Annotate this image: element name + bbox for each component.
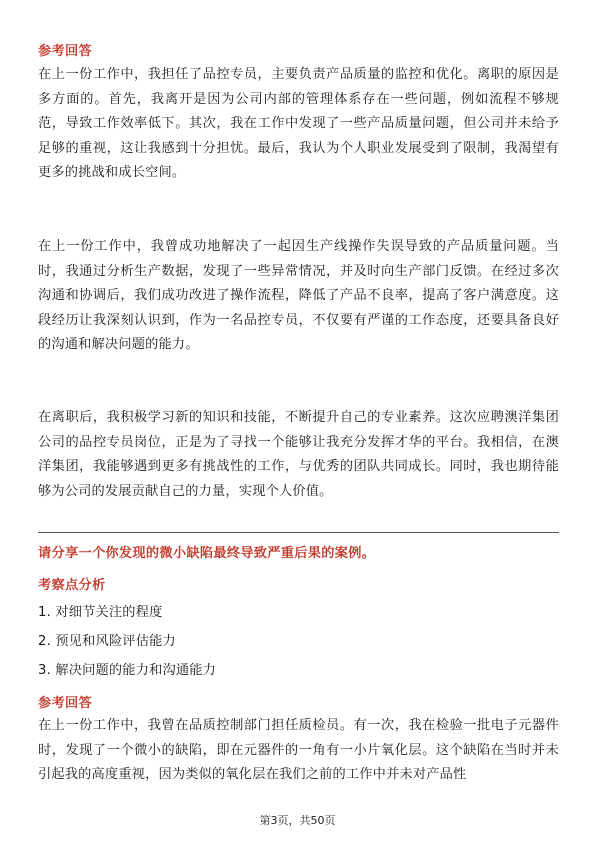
analysis-point-3: 3. 解决问题的能力和沟通能力 bbox=[38, 663, 217, 678]
answer-paragraph-2: 在上一份工作中，我曾成功地解决了一起因生产线操作失误导致的产品质量问题。当时，我通过分析生产数据，发现了一些异常情况，并及时向生产部门反馈。在经过多次沟通和协调后，我们成功改进了操作流程，降低了产品不良率，提高了客户满意度。这段经历让我深刻认识到，作为一名品控专员，不仅要有严谨的工作态度，还要具备良好的沟通和解决问题的能力。 bbox=[38, 239, 559, 352]
answer-heading-2: 参考回答 bbox=[38, 696, 92, 711]
answer-paragraph-4: 在上一份工作中，我曾在品质控制部门担任质检员。有一次，我在检验一批电子元器件时，发现了一个微小的缺陷，即在元器件的一角有一小片氧化层。这个缺陷在当时并未引起我的高度重视，因为类似的氧化层在我们之前的工作中并未对产品性 bbox=[38, 718, 559, 782]
analysis-point-2: 2. 预见和风险评估能力 bbox=[38, 634, 176, 649]
answer-paragraph-1: 在上一份工作中，我担任了品控专员，主要负责产品质量的监控和优化。离职的原因是多方面的。首先，我离开是因为公司内部的管理体系存在一些问题，例如流程不够规范，导致工作效率低下。其次，我在工作中发现了一些产品质量问题，但公司并未给予足够的重视，这让我感到十分担忧。最后，我认为个人职业发展受到了限制，我渴望有更多的挑战和成长空间。 bbox=[38, 67, 559, 180]
page-number: 第3页，共50页 bbox=[259, 814, 336, 827]
analysis-point-1: 1. 对细节关注的程度 bbox=[38, 605, 163, 620]
answer-paragraph-3: 在离职后，我积极学习新的知识和技能，不断提升自己的专业素养。这次应聘澳洋集团公司的品控专员岗位，正是为了寻找一个能够让我充分发挥才华的平台。我相信，在澳洋集团，我能够遇到更多有挑战性的工作，与优秀的团队共同成长。同时，我也期待能够为公司的发展贡献自己的力量，实现个人价值。 bbox=[38, 410, 559, 499]
question-heading: 请分享一个你发现的微小缺陷最终导致严重后果的案例。 bbox=[38, 546, 376, 561]
section-divider bbox=[38, 532, 559, 533]
analysis-heading: 考察点分析 bbox=[38, 578, 106, 593]
answer-heading: 参考回答 bbox=[38, 44, 92, 59]
